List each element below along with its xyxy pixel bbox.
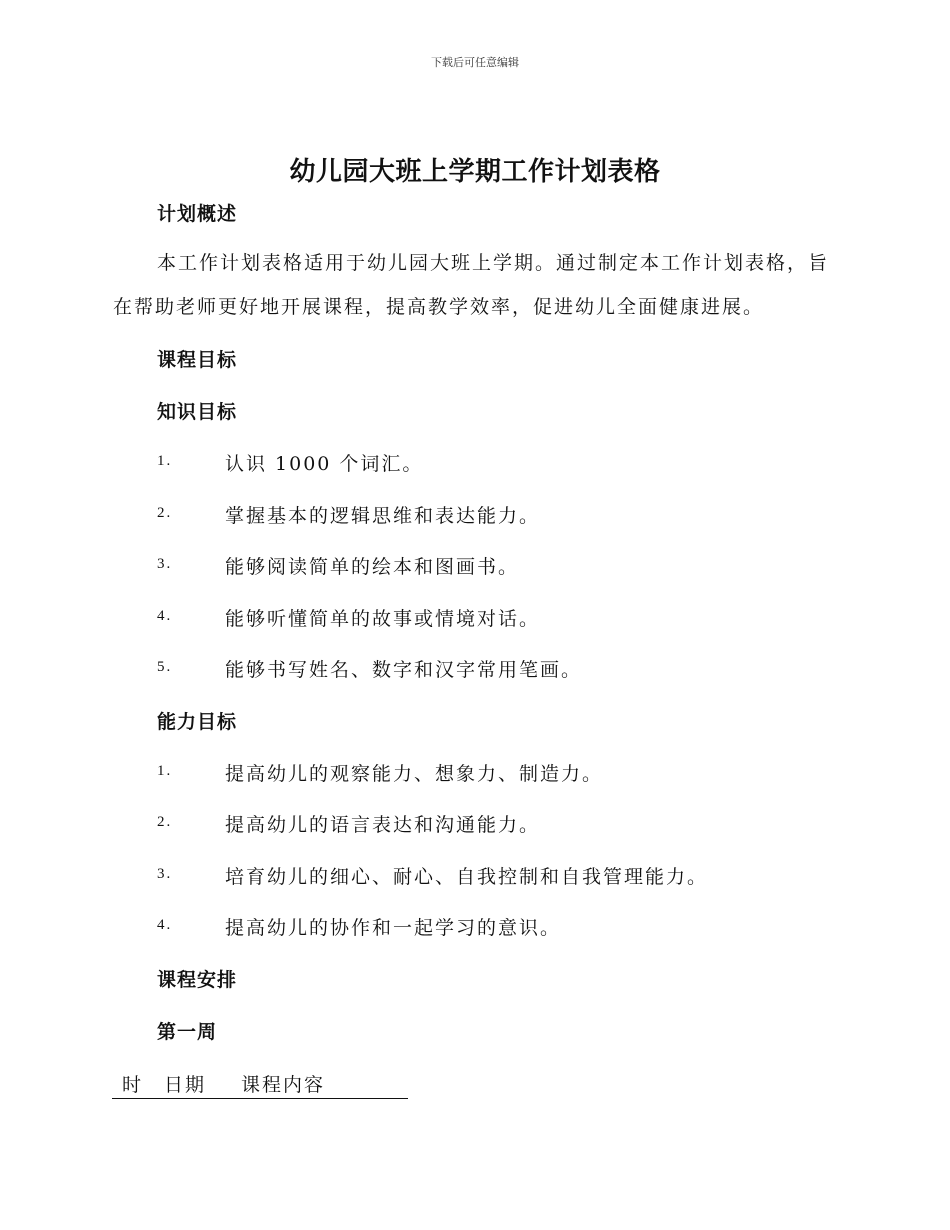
list-text: 培育幼儿的细心、耐心、自我控制和自我管理能力。 [225,866,709,888]
ability-goals-heading: 能力目标 [157,711,238,733]
list-number: 1. [157,763,173,779]
document-title: 幼儿园大班上学期工作计划表格 [289,157,661,187]
list-number: 1. [157,453,173,469]
list-text: 掌握基本的逻辑思维和表达能力。 [225,505,541,527]
table-header-time: 时 [122,1074,144,1096]
knowledge-goals-heading: 知识目标 [157,401,238,423]
schedule-heading: 课程安排 [157,969,238,991]
list-text: 提高幼儿的语言表达和沟通能力。 [225,814,541,836]
list-text: 提高幼儿的协作和一起学习的意识。 [225,917,562,939]
header-note: 下载后可任意编辑 [431,56,519,69]
course-goals-heading: 课程目标 [157,349,238,371]
list-text: 提高幼儿的观察能力、想象力、制造力。 [225,763,604,785]
list-number: 3. [157,866,173,882]
list-number: 4. [157,917,173,933]
overview-paragraph: 本工作计划表格适用于幼儿园大班上学期。通过制定本工作计划表格，旨在帮助老师更好地开展课程，提高教学效率，促进幼儿全面健康进展。 [113,252,830,318]
overview-heading: 计划概述 [157,203,238,225]
list-number: 2. [157,505,173,521]
list-text: 能够阅读简单的绘本和图画书。 [225,556,520,578]
table-header-content: 课程内容 [241,1074,326,1096]
week-heading: 第一周 [157,1021,218,1043]
list-text: 能够听懂简单的故事或情境对话。 [225,608,541,630]
list-number: 2. [157,814,173,830]
table-header-date: 日期 [164,1074,207,1096]
schedule-table-header [112,1070,408,1099]
list-number: 5. [157,659,173,675]
list-number: 4. [157,608,173,624]
list-text: 能够书写姓名、数字和汉字常用笔画。 [225,659,583,681]
list-text: 认识 1000 个词汇。 [225,453,424,475]
list-number: 3. [157,556,173,572]
